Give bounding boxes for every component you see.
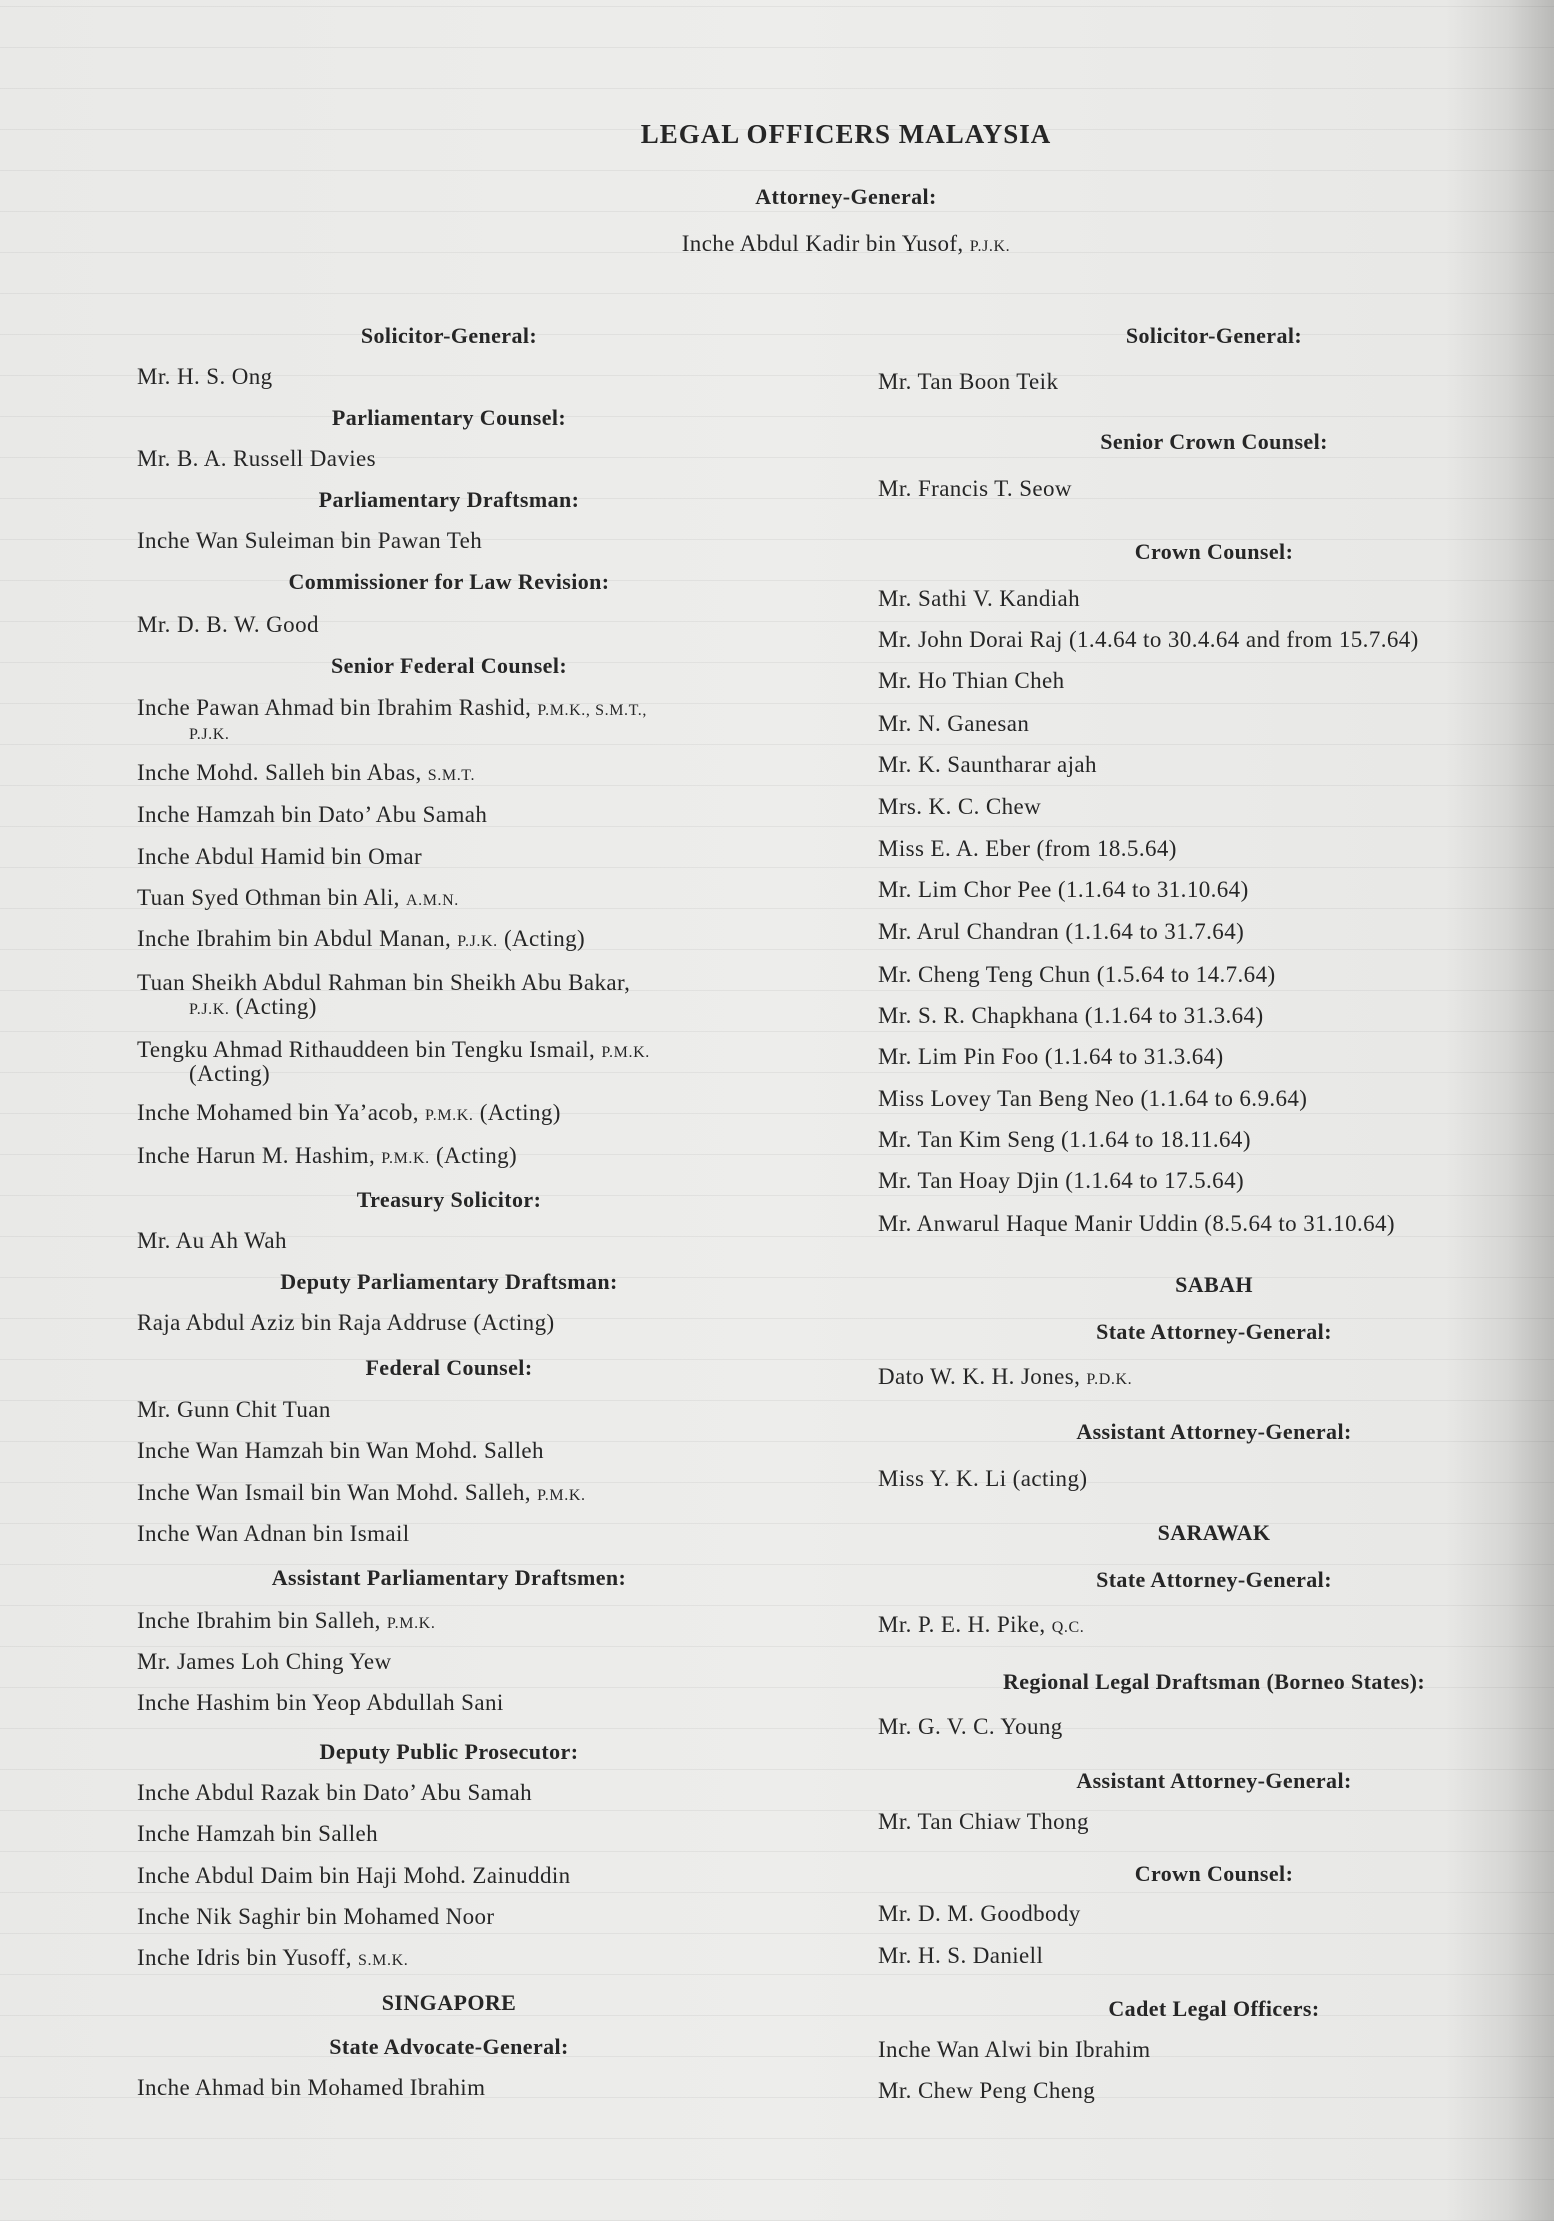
officer-entry bbox=[137, 1227, 287, 1255]
section-heading bbox=[1175, 1271, 1253, 1299]
section-heading bbox=[1076, 1418, 1351, 1446]
officer-entry bbox=[878, 585, 1080, 613]
honors: P.M.K. bbox=[537, 1487, 586, 1504]
officer-name: Mr. S. R. Chapkhana (1.1.64 to 31.3.64) bbox=[878, 1003, 1264, 1028]
officer-entry bbox=[137, 925, 585, 956]
officer-name: Inche Idris bin Yusoff, bbox=[137, 1945, 352, 1970]
honors: P.M.K. bbox=[386, 1615, 436, 1632]
section-heading bbox=[1096, 1318, 1332, 1346]
officer-name: Inche Mohd. Salleh bin Abas, bbox=[137, 760, 422, 785]
officer-name: Inche Pawan Ahmad bin Ibrahim Rashid, bbox=[137, 695, 532, 720]
officer-name: Tengku Ahmad Rithauddeen bin Tengku Ismail, bbox=[137, 1037, 596, 1062]
section-heading bbox=[1076, 1767, 1351, 1795]
officer-entry bbox=[878, 1713, 1063, 1741]
section-heading bbox=[1100, 428, 1328, 456]
acting-note: (Acting) bbox=[479, 1100, 561, 1125]
officer-name: Inche Hashim bin Yeop Abdullah Sani bbox=[137, 1690, 504, 1715]
officer-name: Mr. Arul Chandran (1.1.64 to 31.7.64) bbox=[878, 919, 1245, 944]
officer-entry bbox=[878, 1085, 1307, 1113]
officer-entry bbox=[878, 1167, 1244, 1195]
officer-entry bbox=[137, 1862, 571, 1890]
officer-name: Miss E. A. Eber (from 18.5.64) bbox=[878, 836, 1177, 861]
honors: P.J.K. bbox=[457, 933, 498, 950]
officer-name: Inche Hamzah bin Salleh bbox=[137, 1821, 379, 1846]
honors: S.M.K. bbox=[358, 1952, 409, 1969]
honors: P.M.K. bbox=[381, 1150, 430, 1167]
officer-entry bbox=[137, 611, 319, 639]
officer-entry bbox=[137, 1396, 331, 1424]
continuation-text: (Acting) bbox=[189, 1061, 271, 1086]
entry-continuation bbox=[137, 993, 317, 1024]
officer-entry bbox=[137, 884, 459, 915]
officer-entry bbox=[878, 1043, 1224, 1071]
honors: P.J.K. bbox=[189, 1001, 230, 1018]
officer-name: Raja Abdul Aziz bin Raja Addruse (Acting) bbox=[137, 1310, 555, 1335]
officer-entry bbox=[878, 626, 1419, 654]
officer-entry bbox=[137, 1820, 378, 1848]
attorney-general-name bbox=[682, 230, 1011, 261]
section-heading bbox=[1158, 1519, 1271, 1547]
section-heading bbox=[332, 404, 566, 432]
officer-entry bbox=[878, 835, 1177, 863]
officer-name: Inche Ibrahim bin Abdul Manan, bbox=[137, 926, 452, 951]
officer-name: Inche Abdul Kadir bin Yusof, bbox=[681, 231, 964, 256]
section-heading bbox=[1108, 1995, 1319, 2023]
officer-entry bbox=[137, 1099, 561, 1130]
section-heading bbox=[329, 2033, 569, 2061]
officer-entry bbox=[878, 368, 1058, 396]
officer-name: Mrs. K. C. Chew bbox=[878, 794, 1042, 819]
officer-entry bbox=[137, 1944, 408, 1975]
officer-name: Mr. G. V. C. Young bbox=[878, 1714, 1063, 1739]
heading-text: State Attorney-General: bbox=[1096, 1319, 1332, 1344]
honors: A.M.N. bbox=[405, 892, 459, 909]
officer-name: Mr. Tan Hoay Djin (1.1.64 to 17.5.64) bbox=[878, 1168, 1245, 1193]
section-heading bbox=[1135, 1860, 1294, 1888]
officer-entry bbox=[137, 1520, 410, 1548]
officer-entry bbox=[878, 2077, 1095, 2105]
officer-entry bbox=[878, 1611, 1084, 1642]
officer-entry bbox=[137, 445, 376, 473]
officer-name: Inche Wan Alwi bin Ibrahim bbox=[878, 2037, 1151, 2062]
heading-text: Deputy Parliamentary Draftsman: bbox=[280, 1269, 618, 1294]
heading-text: Assistant Attorney-General: bbox=[1076, 1419, 1352, 1444]
officer-name: Inche Ibrahim bin Salleh, bbox=[137, 1608, 381, 1633]
heading-text: State Attorney-General: bbox=[1096, 1567, 1332, 1592]
officer-name: Mr. Gunn Chit Tuan bbox=[137, 1397, 331, 1422]
section-heading bbox=[1135, 538, 1294, 566]
section-heading bbox=[320, 1738, 579, 1766]
officer-entry bbox=[878, 1900, 1081, 1928]
honors: Q.C. bbox=[1051, 1619, 1085, 1636]
officer-name: Inche Wan Adnan bin Ismail bbox=[137, 1521, 410, 1546]
officer-entry bbox=[878, 876, 1249, 904]
honors: P.J.K. bbox=[189, 726, 230, 743]
officer-entry bbox=[878, 2036, 1151, 2064]
officer-entry bbox=[137, 1437, 544, 1465]
officer-entry bbox=[878, 1363, 1132, 1394]
officer-entry bbox=[878, 751, 1097, 779]
officer-name: Mr. Tan Boon Teik bbox=[878, 369, 1059, 394]
officer-name: Mr. D. M. Goodbody bbox=[878, 1901, 1081, 1926]
honors: P.D.K. bbox=[1086, 1371, 1133, 1388]
officer-name: Mr. Ho Thian Cheh bbox=[878, 668, 1065, 693]
acting-note: (Acting) bbox=[435, 1143, 518, 1168]
entry-continuation bbox=[137, 1060, 270, 1088]
officer-name: Mr. H. S. Daniell bbox=[878, 1943, 1044, 1968]
officer-entry bbox=[878, 475, 1072, 503]
officer-name: Mr. P. E. H. Pike, bbox=[878, 1612, 1046, 1637]
heading-text: Solicitor-General: bbox=[1125, 323, 1303, 348]
officer-entry bbox=[878, 1210, 1395, 1238]
heading-text: Deputy Public Prosecutor: bbox=[319, 1739, 579, 1764]
heading-text: Senior Crown Counsel: bbox=[1100, 429, 1328, 454]
officer-entry bbox=[137, 1607, 435, 1638]
officer-name: Miss Lovey Tan Beng Neo (1.1.64 to 6.9.64) bbox=[878, 1086, 1308, 1111]
officer-name: Inche Wan Hamzah bin Wan Mohd. Salleh bbox=[137, 1438, 544, 1463]
page-title: LEGAL OFFICERS MALAYSIA bbox=[640, 119, 1052, 149]
officer-entry bbox=[137, 1648, 392, 1676]
section-heading bbox=[272, 1564, 627, 1592]
officer-entry bbox=[878, 1808, 1089, 1836]
officer-name: Mr. Cheng Teng Chun (1.5.64 to 14.7.64) bbox=[878, 962, 1276, 987]
officer-name: Inche Hamzah bin Dato’ Abu Samah bbox=[137, 802, 488, 827]
officer-name: Mr. D. B. W. Good bbox=[137, 612, 319, 637]
honors: P.M.K. bbox=[425, 1107, 474, 1124]
officer-name: Mr. Anwarul Haque Manir Uddin (8.5.64 to 31.10.64) bbox=[878, 1211, 1395, 1236]
heading-text: Treasury Solicitor: bbox=[356, 1187, 542, 1212]
section-heading bbox=[319, 486, 580, 514]
officer-name: Mr. Sathi V. Kandiah bbox=[878, 586, 1081, 611]
officer-name: Mr. Lim Chor Pee (1.1.64 to 31.10.64) bbox=[878, 877, 1249, 902]
officer-name: Mr. Tan Chiaw Thong bbox=[878, 1809, 1089, 1834]
officer-name: Mr. James Loh Ching Yew bbox=[137, 1649, 392, 1674]
officer-entry bbox=[137, 1779, 532, 1807]
officer-name: Inche Abdul Hamid bin Omar bbox=[137, 844, 423, 869]
heading-text: Solicitor-General: bbox=[360, 323, 538, 348]
heading-text: Assistant Parliamentary Draftsmen: bbox=[271, 1565, 627, 1590]
section-heading bbox=[1126, 322, 1302, 350]
officer-entry bbox=[878, 667, 1065, 695]
acting-note: (Acting) bbox=[235, 994, 317, 1019]
officer-name: Tuan Syed Othman bin Ali, bbox=[137, 885, 400, 910]
section-heading bbox=[365, 1354, 532, 1382]
officer-entry bbox=[137, 759, 475, 790]
heading-text: Assistant Attorney-General: bbox=[1076, 1768, 1352, 1793]
honors: P.M.K., S.M.T., bbox=[537, 702, 648, 719]
heading-text: Parliamentary Draftsman: bbox=[318, 487, 580, 512]
heading-text: Commissioner for Law Revision: bbox=[288, 569, 610, 594]
heading-text: Cadet Legal Officers: bbox=[1108, 1996, 1320, 2021]
officer-entry bbox=[137, 527, 482, 555]
heading-text: SABAH bbox=[1175, 1272, 1253, 1297]
officer-name: Inche Wan Ismail bin Wan Mohd. Salleh, bbox=[137, 1480, 531, 1505]
officer-name: Mr. B. A. Russell Davies bbox=[137, 446, 376, 471]
heading-text: Regional Legal Draftsman (Borneo States): bbox=[1002, 1669, 1426, 1694]
officer-name: Inche Wan Suleiman bin Pawan Teh bbox=[137, 528, 483, 553]
section-heading bbox=[1096, 1566, 1332, 1594]
honors: S.M.T. bbox=[427, 767, 476, 784]
heading-text: Parliamentary Counsel: bbox=[331, 405, 567, 430]
heading-text: SINGAPORE bbox=[381, 1990, 517, 2015]
officer-entry bbox=[137, 843, 422, 871]
section-heading bbox=[357, 1186, 542, 1214]
heading-text: Crown Counsel: bbox=[1134, 1861, 1294, 1886]
section-heading bbox=[382, 1989, 516, 2017]
officer-name: Mr. N. Ganesan bbox=[878, 711, 1030, 736]
officer-entry bbox=[878, 918, 1244, 946]
officer-name: Inche Harun M. Hashim, bbox=[137, 1143, 376, 1168]
officer-entry bbox=[137, 1309, 555, 1337]
officer-name: Inche Abdul Razak bin Dato’ Abu Samah bbox=[137, 1780, 533, 1805]
section-heading bbox=[280, 1268, 617, 1296]
officer-name: Miss Y. K. Li (acting) bbox=[878, 1466, 1088, 1491]
entry-continuation bbox=[137, 718, 230, 749]
officer-entry bbox=[137, 363, 273, 391]
officer-name: Mr. K. Sauntharar ajah bbox=[878, 752, 1097, 777]
section-heading bbox=[361, 322, 537, 350]
heading-text: SARAWAK bbox=[1157, 1520, 1271, 1545]
officer-name: Inche Mohamed bin Ya’acob, bbox=[137, 1100, 419, 1125]
officer-name: Mr. Chew Peng Cheng bbox=[878, 2078, 1096, 2103]
officer-entry bbox=[878, 1942, 1043, 1970]
officer-name: Mr. Francis T. Seow bbox=[878, 476, 1072, 501]
officer-name: Tuan Sheikh Abdul Rahman bin Sheikh Abu Bakar, bbox=[137, 970, 631, 995]
officer-entry bbox=[878, 1002, 1264, 1030]
officer-name: Dato W. K. H. Jones, bbox=[878, 1364, 1081, 1389]
officer-entry bbox=[878, 793, 1041, 821]
officer-name: Mr. Tan Kim Seng (1.1.64 to 18.11.64) bbox=[878, 1127, 1251, 1152]
heading-text: State Advocate-General: bbox=[329, 2034, 569, 2059]
acting-note: (Acting) bbox=[503, 926, 586, 951]
officer-entry bbox=[878, 1126, 1251, 1154]
officer-name: Inche Ahmad bin Mohamed Ibrahim bbox=[137, 2075, 486, 2100]
attorney-general-heading: Attorney-General: bbox=[755, 184, 937, 209]
officer-entry bbox=[137, 801, 487, 829]
officer-entry bbox=[137, 1903, 495, 1931]
officer-entry bbox=[137, 1142, 517, 1173]
officer-name: Mr. John Dorai Raj (1.4.64 to 30.4.64 and from 15.7.64) bbox=[878, 627, 1419, 652]
officer-name: Inche Abdul Daim bin Haji Mohd. Zainuddin bbox=[137, 1863, 571, 1888]
officer-name: Mr. H. S. Ong bbox=[137, 364, 273, 389]
officer-entry bbox=[878, 710, 1029, 738]
officer-entry bbox=[878, 1465, 1087, 1493]
officer-entry bbox=[137, 1689, 504, 1717]
honors: P.J.K. bbox=[969, 238, 1011, 255]
section-heading bbox=[331, 652, 567, 680]
officer-name: Inche Nik Saghir bin Mohamed Noor bbox=[137, 1904, 495, 1929]
heading-text: Federal Counsel: bbox=[365, 1355, 533, 1380]
heading-text: Crown Counsel: bbox=[1134, 539, 1294, 564]
officer-entry bbox=[137, 2074, 485, 2102]
officer-entry bbox=[137, 1479, 586, 1510]
heading-text: Senior Federal Counsel: bbox=[330, 653, 568, 678]
honors: P.M.K. bbox=[601, 1044, 650, 1061]
officer-name: Mr. Lim Pin Foo (1.1.64 to 31.3.64) bbox=[878, 1044, 1224, 1069]
section-heading bbox=[1003, 1668, 1425, 1696]
officer-name: Mr. Au Ah Wah bbox=[137, 1228, 287, 1253]
section-heading bbox=[288, 568, 609, 596]
officer-entry bbox=[878, 961, 1276, 989]
